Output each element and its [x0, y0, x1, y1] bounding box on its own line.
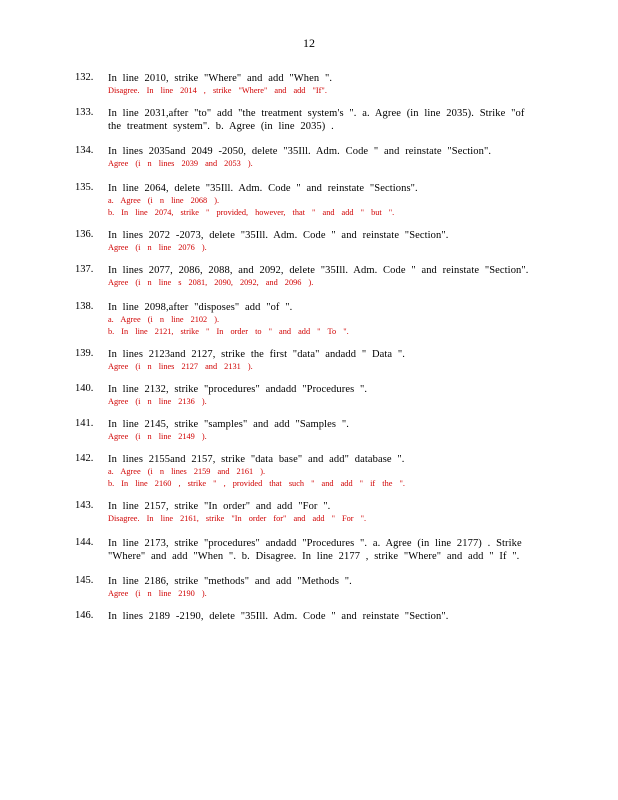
item-number: 142. [75, 453, 94, 464]
item-number: 140. [75, 383, 94, 394]
comment-item [75, 610, 535, 623]
item-number: 146. [75, 610, 94, 621]
item-response-note: b. In line 2160 , strike " , provided that such " and add " if the ". [108, 479, 405, 488]
item-text: In line 2132, strike "procedures" andadd "Procedures ". [108, 384, 368, 395]
item-response-note: Agree (i n line 2190 ). [108, 589, 207, 598]
item-body [108, 107, 535, 133]
item-response-note: Agree (i n line 2136 ). [108, 397, 207, 406]
comment-item [75, 107, 535, 133]
item-body [108, 418, 535, 443]
item-text: In lines 2189 -2190, delete "35Ill. Adm. Code " and reinstate "Section". [108, 611, 449, 622]
item-number: 141. [75, 418, 94, 429]
page-number: 12 [303, 36, 315, 50]
item-text: In line 2173, strike "procedures" andadd "Procedures ". a. Agree (in line 2177) . Strike "Where" and add "When ". b. Disagree. In line 2177 , strike "Where" and add " If ". [108, 538, 522, 562]
item-number: 139. [75, 348, 94, 359]
item-response-note: a. Agree (i n line 2068 ). [108, 196, 220, 205]
item-text: In lines 2155and 2157, strike "data base" and add" database ". [108, 454, 405, 465]
item-body [108, 610, 535, 623]
item-text: In line 2145, strike "samples" and add "Samples ". [108, 419, 349, 430]
item-number: 143. [75, 500, 94, 511]
item-number: 133. [75, 107, 94, 118]
comment-item [75, 72, 535, 97]
item-response-note: Disagree. In line 2014 , strike "Where" and add "If". [108, 86, 327, 95]
comment-item [75, 301, 535, 338]
item-number: 145. [75, 575, 94, 586]
item-response-note: Agree (i n line s 2081, 2090, 2092, and 2096 ). [108, 278, 314, 287]
item-body [108, 383, 535, 408]
item-body [108, 575, 535, 600]
item-text: In line 2064, delete "35Ill. Adm. Code " and reinstate "Sections". [108, 183, 418, 194]
item-text: In line 2010, strike "Where" and add "When ". [108, 73, 333, 84]
item-number: 135. [75, 182, 94, 193]
item-text: In line 2157, strike "In order" and add "For ". [108, 501, 331, 512]
item-response-note: Disagree. In line 2161, strike "In order for" and add " For ". [108, 514, 367, 523]
item-number: 132. [75, 72, 94, 83]
comment-item [75, 500, 535, 525]
item-response-note: a. Agree (i n lines 2159 and 2161 ). [108, 467, 266, 476]
item-number: 134. [75, 145, 94, 156]
item-text: In line 2098,after "disposes" add "of ". [108, 302, 293, 313]
item-response-note: b. In line 2121, strike " In order to " and add " To ". [108, 327, 349, 336]
item-response-note: b. In line 2074, strike " provided, however, that " and add " but ". [108, 208, 395, 217]
comment-item [75, 229, 535, 254]
item-body [108, 229, 535, 254]
item-body [108, 264, 535, 289]
item-number: 138. [75, 301, 94, 312]
item-body [108, 182, 535, 219]
comment-item [75, 383, 535, 408]
item-number: 144. [75, 537, 94, 548]
item-response-note: a. Agree (i n line 2102 ). [108, 315, 220, 324]
comment-list [75, 72, 535, 633]
item-number: 136. [75, 229, 94, 240]
comment-item [75, 182, 535, 219]
item-text: In lines 2123and 2127, strike the first "data" andadd " Data ". [108, 349, 406, 360]
item-text: In lines 2077, 2086, 2088, and 2092, delete "35Ill. Adm. Code " and reinstate "Section". [108, 265, 529, 276]
item-body [108, 72, 535, 97]
item-body [108, 145, 535, 170]
item-response-note: Agree (i n line 2149 ). [108, 432, 207, 441]
item-body [108, 453, 535, 490]
comment-item [75, 453, 535, 490]
comment-item [75, 418, 535, 443]
item-response-note: Agree (i n lines 2039 and 2053 ). [108, 159, 253, 168]
item-body [108, 301, 535, 338]
item-body [108, 348, 535, 373]
item-text: In line 2031,after "to" add "the treatment system's ". a. Agree (in line 2035). Strike "of the treatment system". b. Agree (in line 2035) . [108, 108, 525, 132]
comment-item [75, 537, 535, 563]
comment-item [75, 145, 535, 170]
comment-item [75, 575, 535, 600]
item-text: In lines 2072 -2073, delete "35Ill. Adm. Code " and reinstate "Section". [108, 230, 449, 241]
item-text: In lines 2035and 2049 -2050, delete "35Ill. Adm. Code " and reinstate "Section". [108, 146, 492, 157]
item-response-note: Agree (i n lines 2127 and 2131 ). [108, 362, 253, 371]
item-number: 137. [75, 264, 94, 275]
comment-item [75, 264, 535, 289]
item-text: In line 2186, strike "methods" and add "Methods ". [108, 576, 352, 587]
item-body [108, 537, 535, 563]
item-body [108, 500, 535, 525]
comment-item [75, 348, 535, 373]
item-response-note: Agree (i n line 2076 ). [108, 243, 207, 252]
